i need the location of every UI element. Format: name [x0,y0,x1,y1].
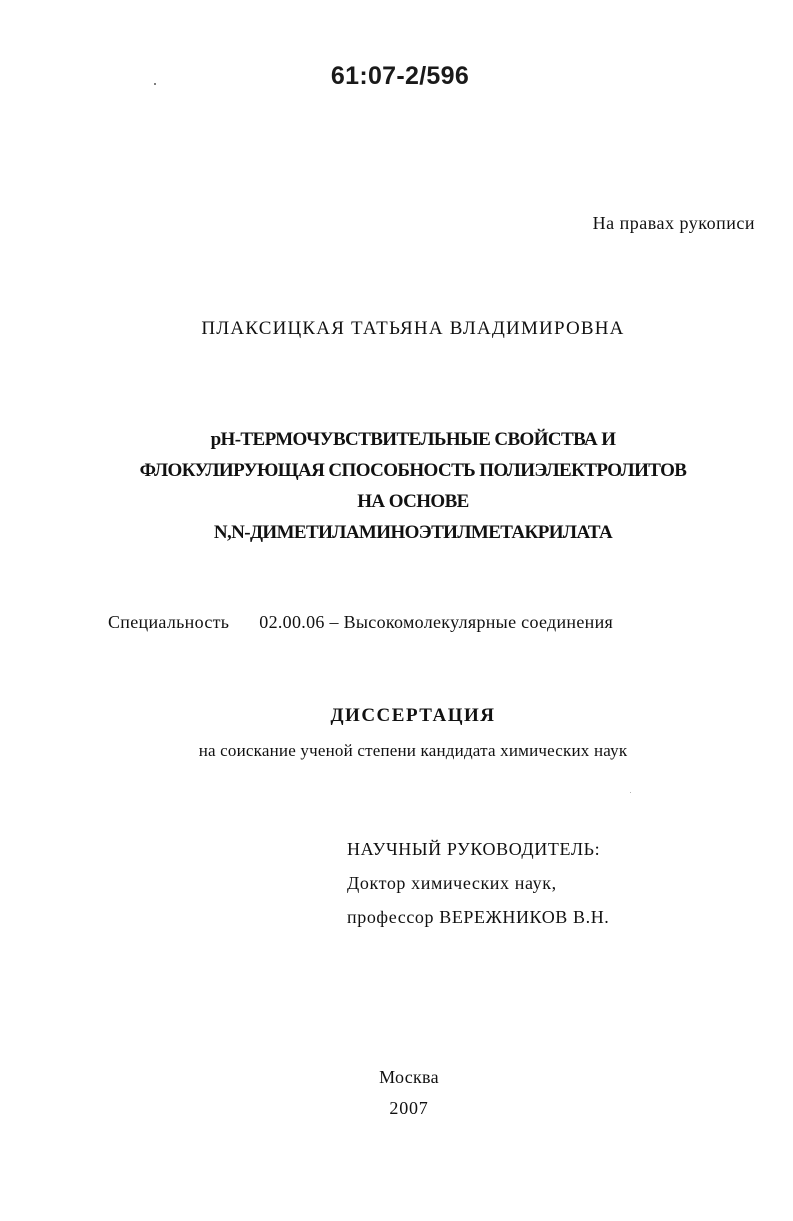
city: Москва [379,1067,439,1087]
title-line: рН-ТЕРМОЧУВСТВИТЕЛЬНЫЕ СВОЙСТВА И [210,429,616,450]
dissertation-degree: на соискание ученой степени кандидата химических наук [198,741,628,760]
dissertation-title [0,424,793,548]
advisor-degree: Доктор химических наук, [347,873,557,893]
title-line: N,N-ДИМЕТИЛАМИНОЭТИЛМЕТАКРИЛАТА [213,522,613,543]
author-name: ПЛАКСИЦКАЯ ТАТЬЯНА ВЛАДИМИРОВНА [201,318,625,339]
archive-number: 61:07-2/596 [330,62,470,90]
scan-speck [630,792,631,793]
title-line: ФЛОКУЛИРУЮЩАЯ СПОСОБНОСТЬ ПОЛИЭЛЕКТРОЛИТОВ [139,460,687,481]
title-line: НА ОСНОВЕ [357,491,469,512]
manuscript-notice: На правах рукописи [592,213,755,233]
advisor-heading: НАУЧНЫЙ РУКОВОДИТЕЛЬ: [347,839,601,859]
advisor-name: профессор ВЕРЕЖНИКОВ В.Н. [347,907,610,927]
specialty-label: Специальность [108,612,230,632]
dissertation-label: ДИССЕРТАЦИЯ [330,705,496,726]
specialty-line [108,612,613,633]
specialty-code: 02.00.06 – Высокомолекулярные соединения [259,612,614,632]
year: 2007 [389,1098,429,1118]
advisor-block [347,832,609,934]
